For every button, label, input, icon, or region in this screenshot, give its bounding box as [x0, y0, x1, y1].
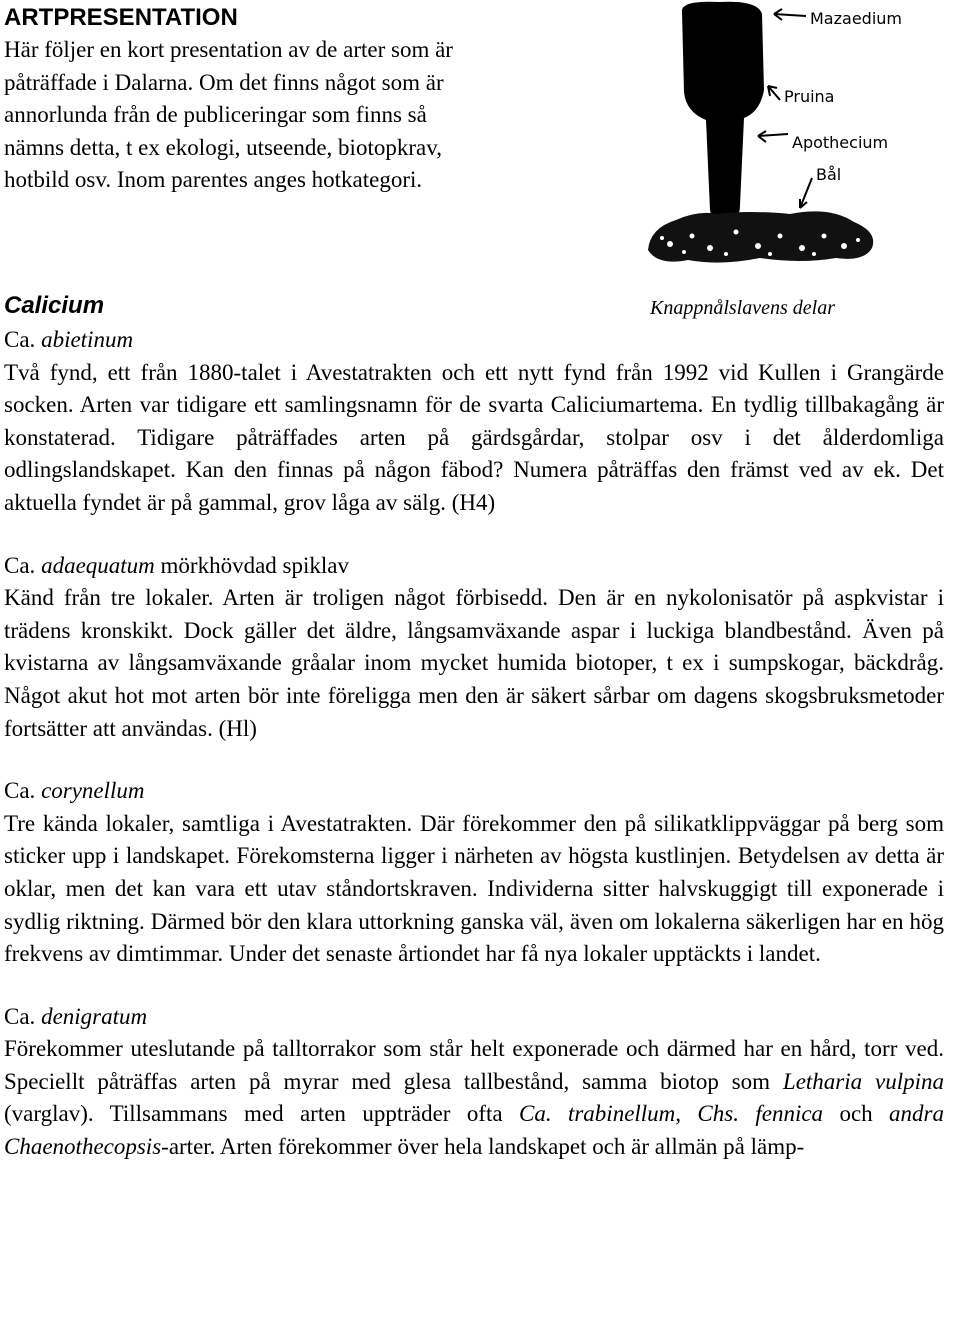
species-description: Förekommer uteslutande på talltorrakor som står helt exponerade och därmed har en hård, torr ved. Speciellt påträffas arten på myrar med glesa tallbestånd, samma biotop som Letharia vulpina (varglav). Tillsammans med arten uppträder ofta Ca. trabinellum, Chs. fennica och andra Chaenothecopsis-arter. Arten förekommer över hela landskapet och är allmän på lämp- — [4, 1036, 944, 1160]
label-bal: Bål — [816, 165, 842, 184]
species-heading: Ca. adaequatum mörkhövdad spiklav — [4, 552, 349, 578]
lichen-illustration — [640, 0, 950, 300]
label-mazaedium: Mazaedium — [810, 9, 902, 28]
taxon-letharia: Letharia vulpina — [782, 1068, 944, 1094]
lichen-thallus — [648, 211, 873, 262]
species-name: abietinum — [41, 327, 134, 352]
species-description: Känd från tre lokaler. Arten är troligen något förbisedd. Den är en nykolonisatör på aspkvistar i trädens kronskikt. Dock gäller det äldre, långsamväxande aspar i luckiga blandbestånd. Även på kvistarna av långsamväxande gråalar inom mycket humida biotoper, t ex i sumpskogar, bäckdråg. Något akut hot mot arten bör inte föreligga men den är säkert sårbar om dagens skogsbruksmetoder fortsätter att användas. (Hl) — [4, 585, 944, 741]
taxon-trabinellum: Ca. trabinellum, Chs. — [518, 1101, 739, 1127]
mazaedium-arrow — [774, 14, 806, 16]
label-apothecium: Apothecium — [792, 133, 889, 152]
lichen-stalk — [682, 2, 764, 224]
page-heading: ARTPRESENTATION — [4, 4, 238, 31]
species-name: adaequatum — [41, 552, 155, 578]
species-denigratum — [4, 1001, 944, 1164]
intro-text: Här följer en kort presentation av de arter som är påträffade i Dalarna. Om det finns något som är annorlunda från de publiceringar som finns så nämns detta, t ex ekologi, utseende, biotopkrav, hotbild osv. Inom parentes anges hotkategori. — [4, 37, 453, 192]
intro-section — [4, 2, 474, 197]
species-name: corynellum — [41, 778, 145, 804]
species-name: denigratum — [41, 1003, 148, 1029]
taxon-chaenothecopsis: andra Chaenothecopsis — [4, 1101, 944, 1160]
species-corynellum — [4, 775, 944, 971]
species-heading: Ca. corynellum — [4, 778, 145, 804]
species-adaequatum — [4, 550, 944, 746]
species-heading: Ca. abietinum — [4, 327, 134, 352]
species-common-name: mörkhövdad spiklav — [154, 552, 349, 578]
species-list — [4, 324, 944, 1164]
species-description: Tre kända lokaler, samtliga i Avestatrakten. Där förekommer den på silikatklippväggar på berg som sticker upp i landskapet. Förekomsterna ligger i närheten av högsta kustlinjen. Betydelsen av detta är oklar, men det kan vara ett utav ståndortskraven. Individerna sitter halvskuggigt till exponerade i sydlig riktning. Därmed bör den klara uttorkning ganska väl, även om lokalerna säkerligen har en hög frekvens av dimtimmar. Under det senaste årtiondet har få nya lokaler upptäckts i landet. — [4, 810, 944, 967]
label-pruina: Pruina — [784, 87, 835, 106]
taxon-fennica: fennica — [755, 1101, 824, 1127]
species-description: Två fynd, ett från 1880-talet i Avestatrakten och ett nytt fynd från 1992 vid Kullen i Grangärde socken. Arten var tidigare ett samlingsnamn för de svarta Caliciumartema. En tydlig tillbakagång är konstaterad. Tidigare påträffades arten på gärdsgårdar, stolpar osv i det ålderdomliga odlingslandskapet. Kan den finnas på någon fäbod? Numera påträffas den främst ved av ek. Det aktuella fyndet är på gammal, grov låga av sälg. (H4) — [4, 359, 944, 515]
figure-caption: Knappnålslavens delar — [650, 297, 835, 319]
genus-heading: Calicium — [4, 292, 105, 319]
species-abietinum — [4, 324, 944, 520]
species-heading: Ca. denigratum — [4, 1003, 148, 1029]
